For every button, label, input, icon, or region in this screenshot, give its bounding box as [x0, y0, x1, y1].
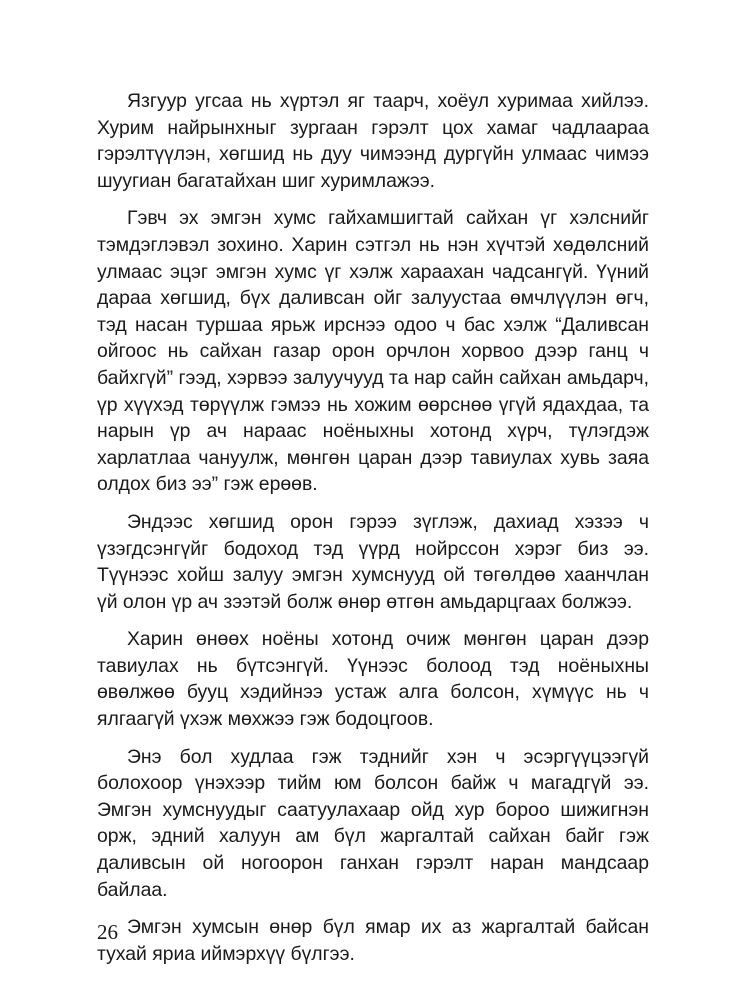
paragraph-6: Эмгэн хумсын өнөр бүл ямар их аз жаргалтай байсан тухай яриа иймэрхүү бүлгээ.	[97, 916, 649, 965]
page-number: 26	[97, 920, 118, 944]
paragraph-4: Харин өнөөх ноёны хотонд очиж мөнгөн царан дээр тавиулах нь бүтсэнгүй. Үүнээс болоод тэд ноёныхны өвөлжөө бууц хэдийнээ устаж алга болсон, хүмүүс нь ч ялгаагүй үхэж мөхжээ гэж бодоцгоов.	[97, 628, 649, 731]
paragraph-3: Эндээс хөгшид орон гэрээ зүглэж, дахиад хэзээ ч үзэгдсэнгүйг бодоход тэд үүрд нойрссон хэрэг биз ээ. Түүнээс хойш залуу эмгэн хумснууд ой төгөлдөө хаанчлан үй олон үр ач зээтэй болж өнөр өтгөн амьдарцгаах болжээ.	[97, 510, 649, 613]
paragraph-1: Язгуур угсаа нь хүртэл яг таарч, хоёул хуримаа хийлээ. Хурим найрынхныг зургаан гэрэлт цох хамаг чадлаараа гэрэлтүүлэн, хөгшид нь дуу чимээнд дургүйн улмаас чимээ шуугиан багатайхан шиг хуримлажээ.	[97, 90, 649, 192]
paragraph-5: Энэ бол худлаа гэж тэднийг хэн ч эсэргүүцээгүй болохоор үнэхээр тийм юм болсон байж ч магадгүй ээ. Эмгэн хумснуудыг саатуулахаар ойд хур бороо шижигнэн орж, эдний халуун ам бүл жаргалтай сайхан байг гэж даливсын ой ногоорон ганхан гэрэлт наран мандсаар байлаа.	[97, 745, 649, 901]
page-body	[97, 88, 649, 978]
paragraph-2: Гэвч эх эмгэн хумс гайхамшигтай сайхан үг хэлснийг тэмдэглэвэл зохино. Харин сэтгэл нь нэн хүчтэй хөдөлсний улмаас эцэг эмгэн хумс үг хэлж хараахан чадсангүй. Үүний дараа хөгшид, бүх даливсан ойг залуустаа өмчлүүлэн өгч, тэд насан туршаа ярьж ирснээ одоо ч бас хэлж “Даливсан ойгоос нь сайхан газар орон орчлон хорвоо дээр ганц ч байхгүй” гээд, хэрвээ залуучууд та нар сайн сайхан амьдарч, үр хүүхэд төрүүлж гэмээ нь хожим өөрснөө үгүй ядахдаа, та нарын үр ач нараас ноёныхны хотонд хүрч, түлэгдэж харлатлаа чануулж, мөнгөн царан дээр тавиулах хувь заяа олдох биз ээ” гэж ерөөв.	[97, 207, 649, 496]
